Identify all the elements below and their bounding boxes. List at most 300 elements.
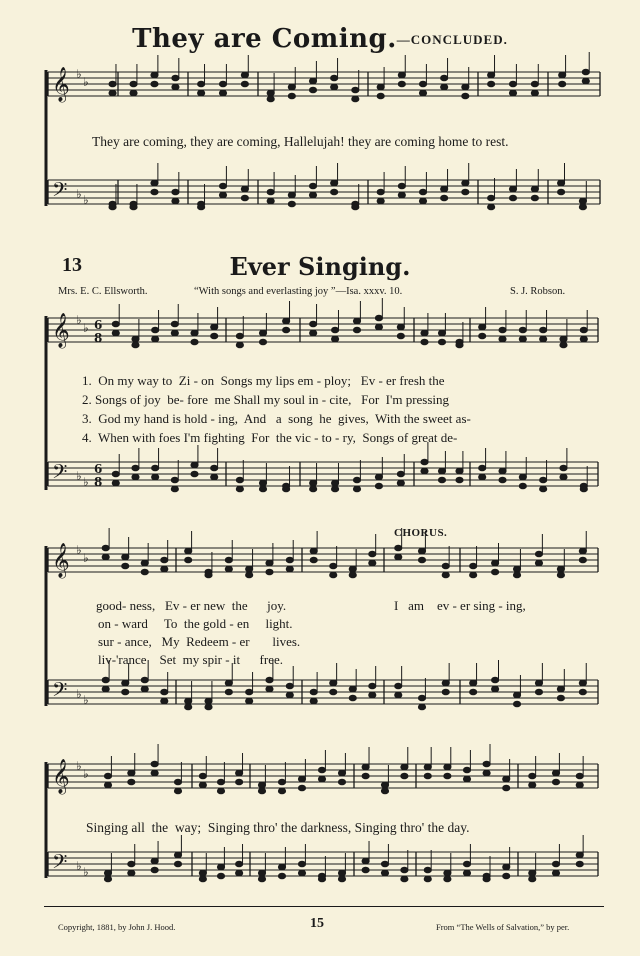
note-head <box>267 198 274 204</box>
note-head <box>362 764 369 770</box>
note-head <box>331 84 338 90</box>
note-head <box>529 782 536 788</box>
note-head <box>463 767 470 773</box>
note-head <box>266 686 273 692</box>
note-head <box>217 864 224 870</box>
composer-credit: S. J. Robson. <box>510 286 566 297</box>
flat-sign: ♭ <box>76 187 82 201</box>
note-head <box>424 867 431 873</box>
note-head <box>470 563 477 569</box>
note-head <box>211 333 218 339</box>
note-head <box>225 557 232 563</box>
note-head <box>438 330 445 336</box>
note-head <box>172 189 179 195</box>
note-head <box>236 861 243 867</box>
note-head <box>151 81 158 87</box>
note-head <box>442 689 449 695</box>
note-head <box>278 873 285 879</box>
note-head <box>309 183 316 189</box>
note-head <box>470 680 477 686</box>
note-head <box>375 474 382 480</box>
note-head <box>441 75 448 81</box>
note-head <box>397 471 404 477</box>
note-head <box>397 324 404 330</box>
note-head <box>375 483 382 489</box>
note-head <box>130 204 137 210</box>
note-head <box>318 876 325 882</box>
note-head <box>288 93 295 99</box>
note-head <box>444 876 451 882</box>
note-head <box>185 557 192 563</box>
note-head <box>509 81 516 87</box>
note-head <box>171 486 178 492</box>
note-head <box>488 72 495 78</box>
note-head <box>519 327 526 333</box>
note-head <box>330 572 337 578</box>
note-head <box>381 861 388 867</box>
flat-sign: ♭ <box>76 859 82 873</box>
note-head <box>217 873 224 879</box>
bass-clef: 𝄢 <box>52 460 68 488</box>
note-head <box>540 477 547 483</box>
note-head <box>298 870 305 876</box>
note-head <box>122 554 129 560</box>
note-head <box>151 189 158 195</box>
note-head <box>540 327 547 333</box>
note-head <box>519 483 526 489</box>
note-head <box>205 572 212 578</box>
note-head <box>462 93 469 99</box>
note-head <box>174 788 181 794</box>
note-head <box>283 318 290 324</box>
note-head <box>217 779 224 785</box>
note-head <box>352 87 359 93</box>
note-head <box>535 551 542 557</box>
note-head <box>419 198 426 204</box>
note-head <box>141 560 148 566</box>
note-head <box>579 548 586 554</box>
note-head <box>557 572 564 578</box>
bass-clef: 𝄢 <box>52 850 68 878</box>
note-head <box>298 776 305 782</box>
note-head <box>513 566 520 572</box>
note-head <box>462 84 469 90</box>
note-head <box>509 186 516 192</box>
note-head <box>310 321 317 327</box>
note-head <box>211 465 218 471</box>
note-head <box>462 180 469 186</box>
note-head <box>199 773 206 779</box>
note-head <box>401 867 408 873</box>
note-head <box>419 189 426 195</box>
note-head <box>338 870 345 876</box>
time-sig-top: 6 <box>94 462 103 476</box>
note-head <box>283 327 290 333</box>
note-head <box>112 321 119 327</box>
note-head <box>330 689 337 695</box>
note-head <box>151 72 158 78</box>
note-head <box>310 557 317 563</box>
note-head <box>151 858 158 864</box>
note-head <box>491 569 498 575</box>
note-head <box>438 477 445 483</box>
note-head <box>128 770 135 776</box>
note-head <box>503 785 510 791</box>
note-head <box>141 569 148 575</box>
note-head <box>444 764 451 770</box>
flat-sign: ♭ <box>83 767 89 781</box>
note-head <box>258 870 265 876</box>
note-head <box>421 339 428 345</box>
note-head <box>519 474 526 480</box>
chorus-label: CHORUS. <box>394 527 448 539</box>
note-head <box>419 81 426 87</box>
note-head <box>225 680 232 686</box>
note-head <box>557 695 564 701</box>
note-head <box>397 480 404 486</box>
note-head <box>171 330 178 336</box>
note-head <box>236 870 243 876</box>
note-head <box>509 90 516 96</box>
note-head <box>171 321 178 327</box>
note-head <box>560 336 567 342</box>
note-head <box>381 782 388 788</box>
note-head <box>241 72 248 78</box>
note-head <box>535 689 542 695</box>
note-head <box>470 689 477 695</box>
note-head <box>310 330 317 336</box>
note-head <box>198 204 205 210</box>
note-head <box>418 548 425 554</box>
note-head <box>421 468 428 474</box>
note-head <box>513 692 520 698</box>
note-head <box>381 788 388 794</box>
note-head <box>128 870 135 876</box>
note-head <box>398 81 405 87</box>
note-head <box>310 689 317 695</box>
note-head <box>130 90 137 96</box>
note-head <box>529 870 536 876</box>
note-head <box>377 84 384 90</box>
note-head <box>122 689 129 695</box>
note-head <box>259 330 266 336</box>
note-head <box>401 876 408 882</box>
note-head <box>557 180 564 186</box>
note-head <box>483 761 490 767</box>
flat-sign: ♭ <box>76 543 82 557</box>
note-head <box>395 545 402 551</box>
note-head <box>288 201 295 207</box>
treble-clef: 𝄞 <box>52 313 70 348</box>
note-head <box>211 474 218 480</box>
note-head <box>141 677 148 683</box>
note-head <box>331 180 338 186</box>
note-head <box>397 333 404 339</box>
note-head <box>151 867 158 873</box>
note-head <box>191 330 198 336</box>
note-head <box>298 861 305 867</box>
note-head <box>112 471 119 477</box>
note-head <box>246 566 253 572</box>
note-head <box>582 78 589 84</box>
note-head <box>267 96 274 102</box>
verse-1-line-1: 1. On my way to Zi - on Songs my lips em - ploy; Ev - er fresh the <box>82 373 445 388</box>
note-head <box>330 563 337 569</box>
note-head <box>377 198 384 204</box>
note-head <box>349 566 356 572</box>
treble-clef: 𝄞 <box>52 759 70 794</box>
note-head <box>236 477 243 483</box>
note-head <box>362 867 369 873</box>
note-head <box>438 468 445 474</box>
hymn-title: Ever Singing. <box>229 252 411 281</box>
note-head <box>104 876 111 882</box>
note-head <box>331 480 338 486</box>
bass-clef: 𝄢 <box>52 678 68 706</box>
note-head <box>513 701 520 707</box>
author-credit: Mrs. E. C. Ellsworth. <box>58 286 148 297</box>
note-head <box>331 486 338 492</box>
note-head <box>442 572 449 578</box>
note-head <box>401 764 408 770</box>
note-head <box>419 90 426 96</box>
flat-sign: ♭ <box>83 321 89 335</box>
note-head <box>267 189 274 195</box>
copyright-notice: Copyright, 1881, by John J. Hood. <box>58 922 176 932</box>
note-head <box>266 569 273 575</box>
note-head <box>266 560 273 566</box>
note-head <box>488 204 495 210</box>
chorus-line-2: Singing all the way; Singing thro' the darkness, Singing thro' the day. <box>86 820 470 835</box>
note-head <box>456 342 463 348</box>
note-head <box>174 779 181 785</box>
note-head <box>483 770 490 776</box>
note-head <box>236 333 243 339</box>
note-head <box>205 704 212 710</box>
flat-sign: ♭ <box>83 193 89 207</box>
note-head <box>191 339 198 345</box>
note-head <box>278 779 285 785</box>
note-head <box>185 698 192 704</box>
note-head <box>349 695 356 701</box>
flat-sign: ♭ <box>76 759 82 773</box>
note-head <box>491 686 498 692</box>
verse-3-line-1: 3. God my hand is hold - ing, And a song he gives, With the sweet as- <box>82 411 471 426</box>
note-head <box>441 186 448 192</box>
verse-4-line-1: 4. When with foes I'm fighting For the vic - to - ry, Songs of great de- <box>82 430 458 445</box>
note-head <box>576 852 583 858</box>
note-head <box>331 189 338 195</box>
note-head <box>198 81 205 87</box>
note-head <box>552 861 559 867</box>
note-head <box>576 773 583 779</box>
time-sig-top: 6 <box>94 318 103 332</box>
note-head <box>109 204 116 210</box>
note-head <box>286 683 293 689</box>
footer-rule <box>44 906 604 907</box>
note-head <box>369 551 376 557</box>
note-head <box>424 773 431 779</box>
note-head <box>241 81 248 87</box>
note-head <box>479 465 486 471</box>
note-head <box>362 858 369 864</box>
note-head <box>338 779 345 785</box>
note-head <box>246 698 253 704</box>
note-head <box>151 761 158 767</box>
note-head <box>531 81 538 87</box>
note-head <box>266 677 273 683</box>
note-head <box>152 474 159 480</box>
note-head <box>580 336 587 342</box>
note-head <box>557 686 564 692</box>
note-head <box>395 554 402 560</box>
note-head <box>540 336 547 342</box>
note-head <box>318 776 325 782</box>
note-head <box>552 870 559 876</box>
note-head <box>441 84 448 90</box>
note-head <box>236 342 243 348</box>
verse-1-line-2: good- ness, Ev - er new the joy. <box>96 598 287 613</box>
note-head <box>241 186 248 192</box>
note-head <box>161 689 168 695</box>
note-head <box>246 689 253 695</box>
note-head <box>513 572 520 578</box>
note-head <box>288 84 295 90</box>
flat-sign: ♭ <box>83 551 89 565</box>
note-head <box>259 486 266 492</box>
note-head <box>225 689 232 695</box>
note-head <box>278 788 285 794</box>
flat-sign: ♭ <box>76 687 82 701</box>
note-head <box>519 336 526 342</box>
note-head <box>267 90 274 96</box>
time-sig-bottom: 8 <box>94 475 103 489</box>
note-head <box>424 876 431 882</box>
note-head <box>286 692 293 698</box>
note-head <box>579 680 586 686</box>
note-head <box>531 90 538 96</box>
note-head <box>130 81 137 87</box>
note-head <box>205 698 212 704</box>
time-sig-bottom: 8 <box>94 331 103 345</box>
note-head <box>309 192 316 198</box>
note-head <box>331 336 338 342</box>
verse-2-line-1: 2. Songs of joy be- fore me Shall my soul in - cite, For I'm pressing <box>82 392 450 407</box>
note-head <box>161 557 168 563</box>
note-head <box>104 773 111 779</box>
note-head <box>104 782 111 788</box>
note-head <box>463 870 470 876</box>
note-head <box>236 779 243 785</box>
note-head <box>535 680 542 686</box>
note-head <box>152 336 159 342</box>
note-head <box>185 704 192 710</box>
clefs <box>52 67 102 879</box>
note-head <box>559 72 566 78</box>
note-head <box>499 468 506 474</box>
note-head <box>286 557 293 563</box>
page-number: 15 <box>310 916 324 931</box>
note-head <box>463 861 470 867</box>
treble-clef: 𝄞 <box>52 67 70 102</box>
note-head <box>503 864 510 870</box>
note-head <box>199 876 206 882</box>
note-head <box>152 327 159 333</box>
note-head <box>191 471 198 477</box>
note-head <box>185 548 192 554</box>
note-head <box>309 78 316 84</box>
note-head <box>362 773 369 779</box>
note-head <box>421 459 428 465</box>
note-head <box>109 90 116 96</box>
note-head <box>310 480 317 486</box>
note-head <box>531 186 538 192</box>
note-head <box>381 870 388 876</box>
note-head <box>375 315 382 321</box>
hymn-number: 13 <box>62 254 82 276</box>
note-head <box>174 852 181 858</box>
verse-2-line-2: on - ward To the gold - en light. <box>98 616 293 631</box>
note-head <box>151 180 158 186</box>
note-head <box>442 680 449 686</box>
note-head <box>330 680 337 686</box>
note-head <box>491 560 498 566</box>
title-text: They are Coming. <box>132 24 397 54</box>
note-head <box>172 75 179 81</box>
chorus-line-1: I am ev - er sing - ing, <box>394 598 526 613</box>
note-head <box>560 474 567 480</box>
note-head <box>442 563 449 569</box>
note-head <box>128 779 135 785</box>
note-head <box>398 72 405 78</box>
note-head <box>552 779 559 785</box>
note-head <box>172 198 179 204</box>
note-head <box>258 788 265 794</box>
note-head <box>318 767 325 773</box>
note-head <box>161 698 168 704</box>
note-head <box>241 195 248 201</box>
staves <box>46 70 600 878</box>
note-head <box>499 327 506 333</box>
note-head <box>122 680 129 686</box>
note-head <box>579 204 586 210</box>
note-head <box>488 195 495 201</box>
note-head <box>211 324 218 330</box>
flat-sign: ♭ <box>83 475 89 489</box>
note-head <box>576 782 583 788</box>
note-head <box>456 468 463 474</box>
note-head <box>421 330 428 336</box>
note-head <box>349 572 356 578</box>
note-head <box>353 318 360 324</box>
note-head <box>503 873 510 879</box>
note-head <box>353 327 360 333</box>
note-head <box>102 554 109 560</box>
note-head <box>509 195 516 201</box>
note-head <box>191 462 198 468</box>
note-head <box>132 465 139 471</box>
note-head <box>576 861 583 867</box>
scripture-reference: “With songs and everlasting joy ”—Isa. xxxv. 10. <box>194 286 403 297</box>
note-head <box>309 87 316 93</box>
note-head <box>310 698 317 704</box>
note-head <box>331 75 338 81</box>
note-head <box>479 324 486 330</box>
flat-sign: ♭ <box>83 693 89 707</box>
note-head <box>219 81 226 87</box>
note-head <box>174 861 181 867</box>
note-head <box>102 545 109 551</box>
